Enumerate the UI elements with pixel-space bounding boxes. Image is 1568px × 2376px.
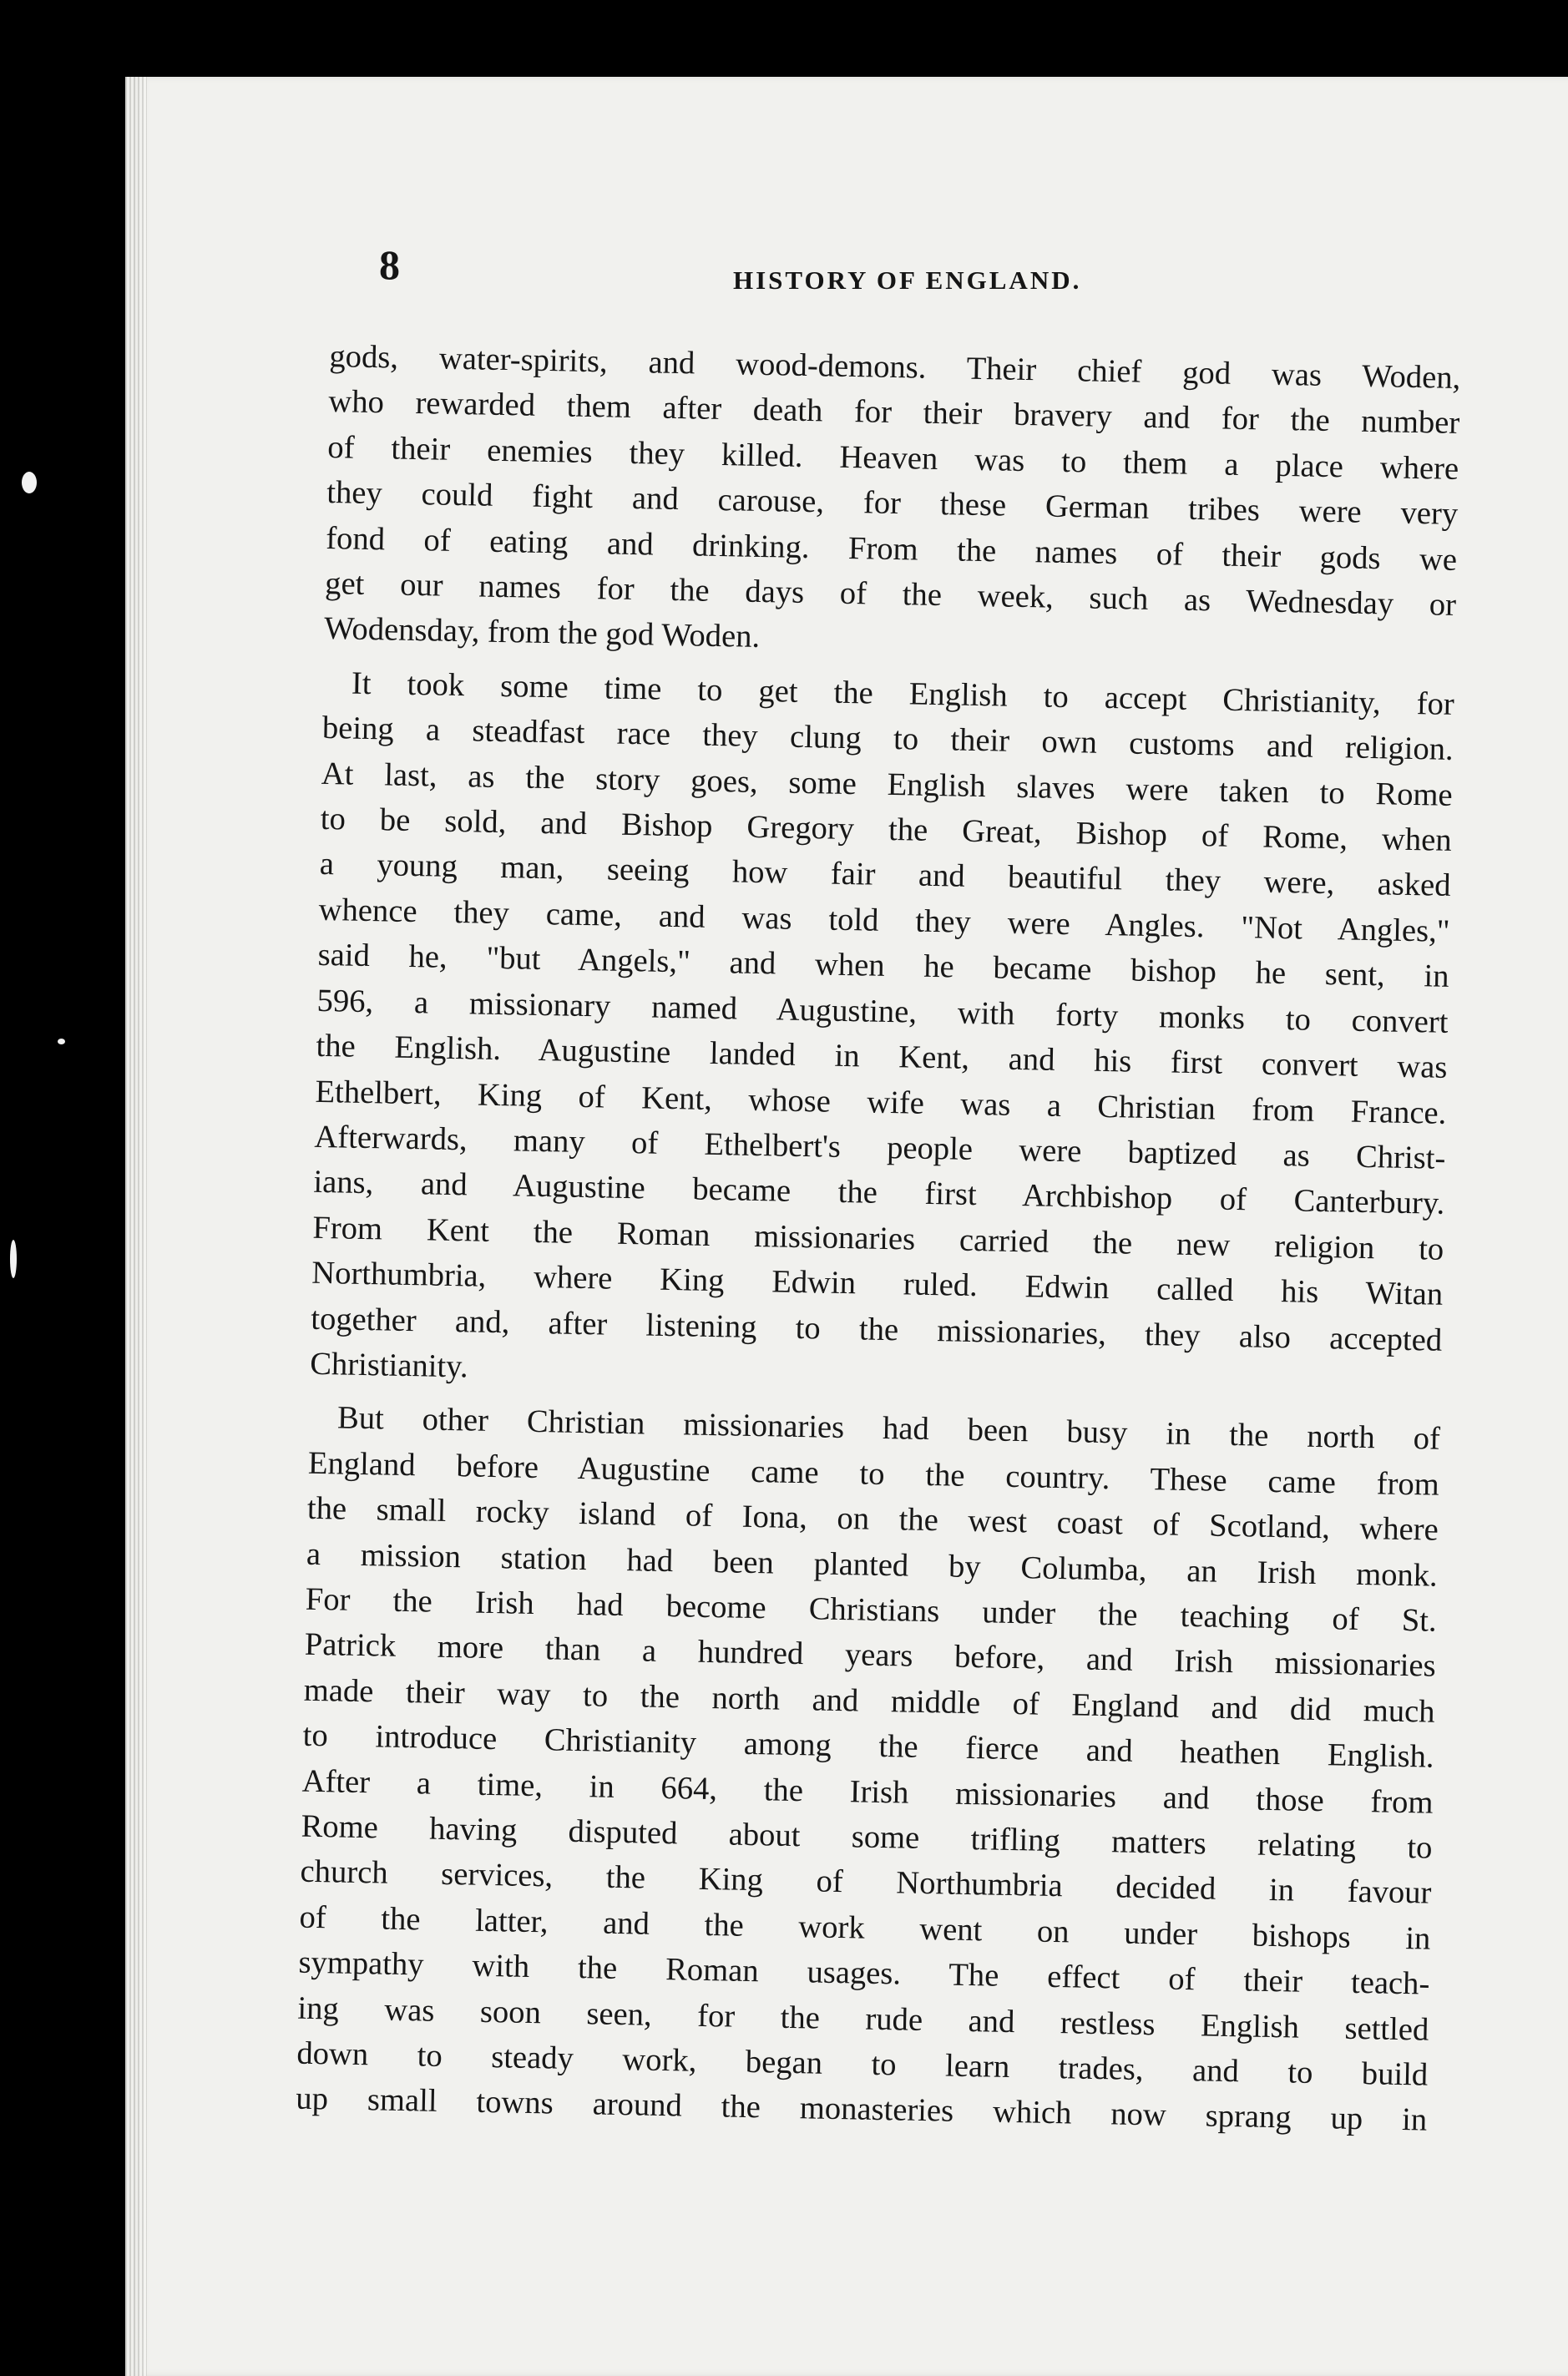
paragraph-1 [324, 334, 1461, 674]
body-text [296, 334, 1461, 2151]
text-line: a mission station had been planted by Columba, an Irish monk. [306, 1536, 1439, 1594]
paragraph-2 [310, 660, 1454, 1408]
text-line: At last, as the story goes, some English slaves were taken to Rome [321, 756, 1454, 813]
text-line: to be sold, and Bishop Gregory the Great, Bishop of Rome, when [320, 801, 1452, 858]
text-line: Patrick more than a hundred years before, and Irish missionaries [304, 1627, 1437, 1685]
text-line: Ethelbert, King of Kent, whose wife was a Christian from France. [315, 1074, 1447, 1131]
page-edge-shadow [125, 77, 147, 2376]
text-line: whence they came, and was told they were Angles. "Not Angles," [318, 892, 1450, 949]
text-line: Rome having disputed about some trifling matters relating to [301, 1808, 1433, 1866]
text-line: of their enemies they killed. Heaven was to them a place where [326, 429, 1459, 487]
text-line: fond of eating and drinking. From the names of their gods we [325, 520, 1458, 578]
scan-speck [58, 1039, 65, 1044]
page-header [367, 241, 1469, 302]
text-line: made their way to the north and middle of England and did much [303, 1672, 1435, 1730]
text-line: church services, the King of Northumbria decided in favour [300, 1854, 1432, 1912]
running-title: HISTORY OF ENGLAND. [733, 265, 1082, 295]
text-line: For the Irish had become Christians under the teaching of St. [305, 1581, 1438, 1639]
text-line: a young man, seeing how fair and beautiful they were, asked [319, 847, 1451, 904]
text-line: But other Christian missionaries had been busy in the north of [336, 1400, 1441, 1458]
text-line: ing was soon seen, for the rude and restless English settled [297, 1990, 1429, 2048]
text-line: they could fight and carouse, for these German tribes were very [326, 475, 1459, 533]
text-line: said he, "but Angels," and when he became bishop he sent, in [317, 938, 1449, 995]
text-line: down to steady work, began to learn trades, and to build [296, 2035, 1429, 2093]
text-line: Afterwards, many of Ethelbert's people were baptized as Christ- [314, 1119, 1446, 1176]
text-line: It took some time to get the English to accept Christianity, for [351, 665, 1455, 722]
text-line: gods, water-spirits, and wood-demons. Their chief god was Woden, [329, 338, 1461, 397]
text-line: being a steadfast race they clung to their own customs and religion. [321, 710, 1454, 768]
text-line: ians, and Augustine became the first Archbishop of Canterbury. [313, 1165, 1445, 1222]
text-line: Northumbria, where King Edwin ruled. Edwin called his Witan [311, 1255, 1444, 1312]
text-line: Wodensday, from the god Woden. [323, 611, 761, 655]
text-line: of the latter, and the work went on under bishops in [299, 1899, 1431, 1957]
text-line: to introduce Christianity among the fierce and heathen English. [302, 1717, 1434, 1775]
text-line: get our names for the days of the week, such as Wednesday or [324, 565, 1457, 623]
scan-speck [10, 1240, 17, 1278]
paragraph-3 [296, 1395, 1440, 2143]
text-line: who rewarded them after death for their bravery and for the number [328, 384, 1460, 442]
text-line: the small rocky island of Iona, on the west coast of Scotland, where [306, 1490, 1439, 1548]
text-line: England before Augustine came to the country. These came from [307, 1445, 1440, 1503]
text-line: Christianity. [309, 1346, 468, 1385]
text-line: together and, after listening to the missionaries, they also accepted [310, 1301, 1443, 1358]
text-line: the English. Augustine landed in Kent, and his first convert was [316, 1028, 1448, 1085]
text-line: From Kent the Roman missionaries carried the new religion to [312, 1210, 1444, 1267]
scan-speck [22, 472, 37, 493]
text-line: 596, a missionary named Augustine, with forty monks to convert [316, 983, 1449, 1040]
text-line: sympathy with the Roman usages. The effect of their teach- [298, 1944, 1430, 2002]
text-line: After a time, in 664, the Irish missionaries and those from [301, 1763, 1434, 1821]
page-number: 8 [379, 241, 400, 288]
text-line: up small towns around the monasteries which now sprang up in [296, 2081, 1428, 2139]
